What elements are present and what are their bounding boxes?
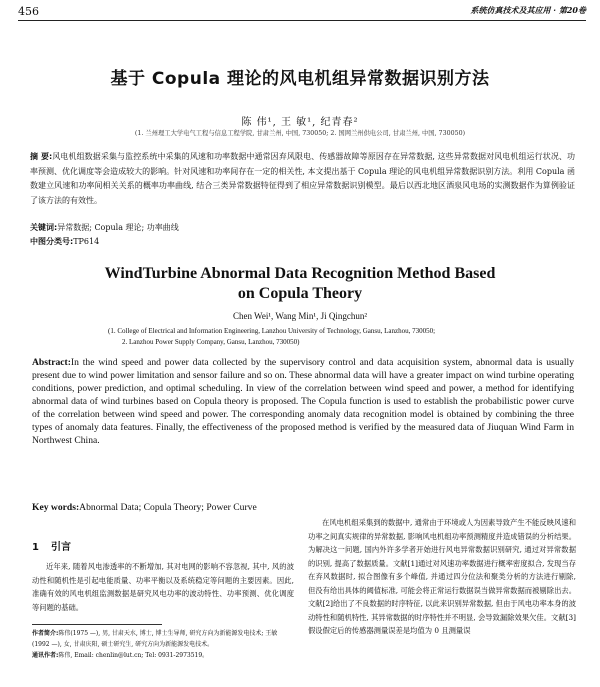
english-affiliation-1: (1. College of Electrical and Information Engineering, Lanzhou University of Technology, Gansu, Lanzhou, 730050; bbox=[108, 327, 436, 335]
corresponding-author-text: 陈伟, Email: chenlin@lut.cn; Tel: 0931-2973519。 bbox=[58, 652, 209, 659]
footnote-divider bbox=[32, 624, 162, 625]
english-abstract-label: Abstract: bbox=[32, 357, 71, 368]
section-heading bbox=[32, 538, 71, 553]
english-abstract-text: In the wind speed and power data collected by the supervisory control and data acquisition system, abnormal data is usually present due to wind power limitation and sensor failure and so on. These abnormal data will have a greater impact on wind turbine operating conditions, power prediction, and optimal scheduling. In view of the correlation between wind speed and power, a method for identifying abnormal data of wind turbines based on Copula theory is proposed. The Copula function is used to establish the probabilistic power curve of the correlation between wind speed and power. The corresponding anomaly data recognition model is obtained by combining the three types of anomaly data features. Finally, the effectiveness of the proposed method is verified by the measured data of Jiuquan Wind Farm in Northwest China. bbox=[32, 357, 574, 446]
chinese-title: 基于 Copula 理论的风电机组异常数据识别方法 bbox=[110, 69, 490, 89]
author-bio-label: 作者简介: bbox=[32, 630, 59, 637]
corresponding-author-label: 通讯作者: bbox=[32, 652, 59, 659]
corresponding-author bbox=[32, 650, 294, 661]
classification-label: 中图分类号: bbox=[30, 237, 74, 246]
classification-value: TP614 bbox=[73, 237, 100, 246]
english-title bbox=[0, 264, 600, 304]
author-bio-text: 陈伟(1975 —), 男, 甘肃天水, 博士, 博士生导师, 研究方向为新能源发电技术; 王敏(1992 —), 女, 甘肃庆阳, 硕士研究生, 研究方向为新能源发电技术。 bbox=[32, 630, 278, 648]
right-column-paragraph: 在风电机组采集到的数据中, 通常由于环境或人为因素导致产生不能反映风速和功率之间真实规律的异常数据, 影响风电机组功率预测精度并造成错误的分析结果。为解决这一问题, 国内外许多学者开始进行风电异常数据识别研究, 通过对异常数据的识别, 提高了数据质量。文献[1]通过对风速功率数据进行概率密度拟合, 发现当存在弃风数据时, 拟合图像有多个峰值, 并通过四分位法和聚类分析的方法进行剔除, 但没有给出具体的阈值标准, 可能会将正常运行数据误当做异常数据而被剔除出去。文献[2]给出了不良数据的时序特征, 以此来识别异常数据, 但由于风电功率本身的波动特性和随机特性, 其异常数据的时序特性并不明显, 会导致漏除效果欠佳。文献[3]假设假定后的传感器测量误差是均值为 0 且测量误 bbox=[308, 518, 576, 635]
chinese-affiliation: (1. 兰州理工大学电气工程与信息工程学院, 甘肃兰州, 中国, 730050; 2. 国网兰州供电公司, 甘肃兰州, 中国, 730050) bbox=[134, 130, 466, 137]
section-number: 1 bbox=[32, 542, 39, 553]
chinese-keywords-text: 异常数据; Copula 理论; 功率曲线 bbox=[57, 223, 179, 232]
page-number: 456 bbox=[18, 5, 39, 18]
english-keywords bbox=[32, 502, 257, 513]
english-affiliation bbox=[108, 326, 435, 348]
chinese-abstract-text: 风电机组数据采集与监控系统中采集的风速和功率数据中通常因弃风限电、传感器故障等原因存在异常数据, 这些异常数据对风电机组运行状况、功率预测、优化调度等会造成较大的影响。针对风速和功率间存在一定的相关性, 本文提出基于 Copula 理论的风电机组异常数据识别方法。利用 Copula 函数建立风速和功率间相关关系的概率功率曲线, 结合三类异常数据特征得到了相应异常数据识别模型。最后以西北地区酒泉风电场的实测数据作为算例验证了该方法的有效性。 bbox=[30, 152, 575, 205]
english-affiliation-2: 2. Lanzhou Power Supply Company, Gansu, Lanzhou, 730050) bbox=[122, 338, 300, 346]
footnotes bbox=[32, 628, 294, 661]
journal-name: 系统仿真技术及其应用 · 第20卷 bbox=[470, 5, 586, 15]
running-header bbox=[18, 4, 586, 21]
classification-number bbox=[30, 236, 99, 247]
author-bio bbox=[32, 628, 294, 650]
chinese-abstract bbox=[30, 150, 575, 208]
english-authors: Chen Wei¹, Wang Min¹, Ji Qingchun² bbox=[232, 311, 368, 321]
english-abstract bbox=[32, 356, 574, 447]
introduction-paragraph: 近年来, 随着风电渗透率的不断增加, 其对电网的影响不容忽视, 其中, 风的波动性和随机性是引起电能质量、功率平衡以及系统稳定等问题的主要因素。因此, 准确有效的风电机组监测数据是研究风电功率的波动特性、功率预测、优化调度等问题的基础。 bbox=[32, 562, 294, 612]
chinese-authors: 陈 伟¹, 王 敏¹, 纪青春² bbox=[241, 117, 359, 128]
english-keywords-label: Key words: bbox=[32, 502, 80, 513]
english-title-line1: WindTurbine Abnormal Data Recognition Method Based bbox=[104, 265, 496, 282]
english-keywords-text: Abnormal Data; Copula Theory; Power Curve bbox=[79, 502, 257, 513]
right-column-text bbox=[308, 516, 576, 638]
chinese-keywords bbox=[30, 222, 179, 233]
chinese-keywords-label: 关键词: bbox=[30, 223, 58, 232]
english-title-line2: on Copula Theory bbox=[237, 285, 363, 302]
chinese-abstract-label: 摘 要: bbox=[30, 152, 53, 161]
section-title: 引言 bbox=[50, 542, 71, 553]
